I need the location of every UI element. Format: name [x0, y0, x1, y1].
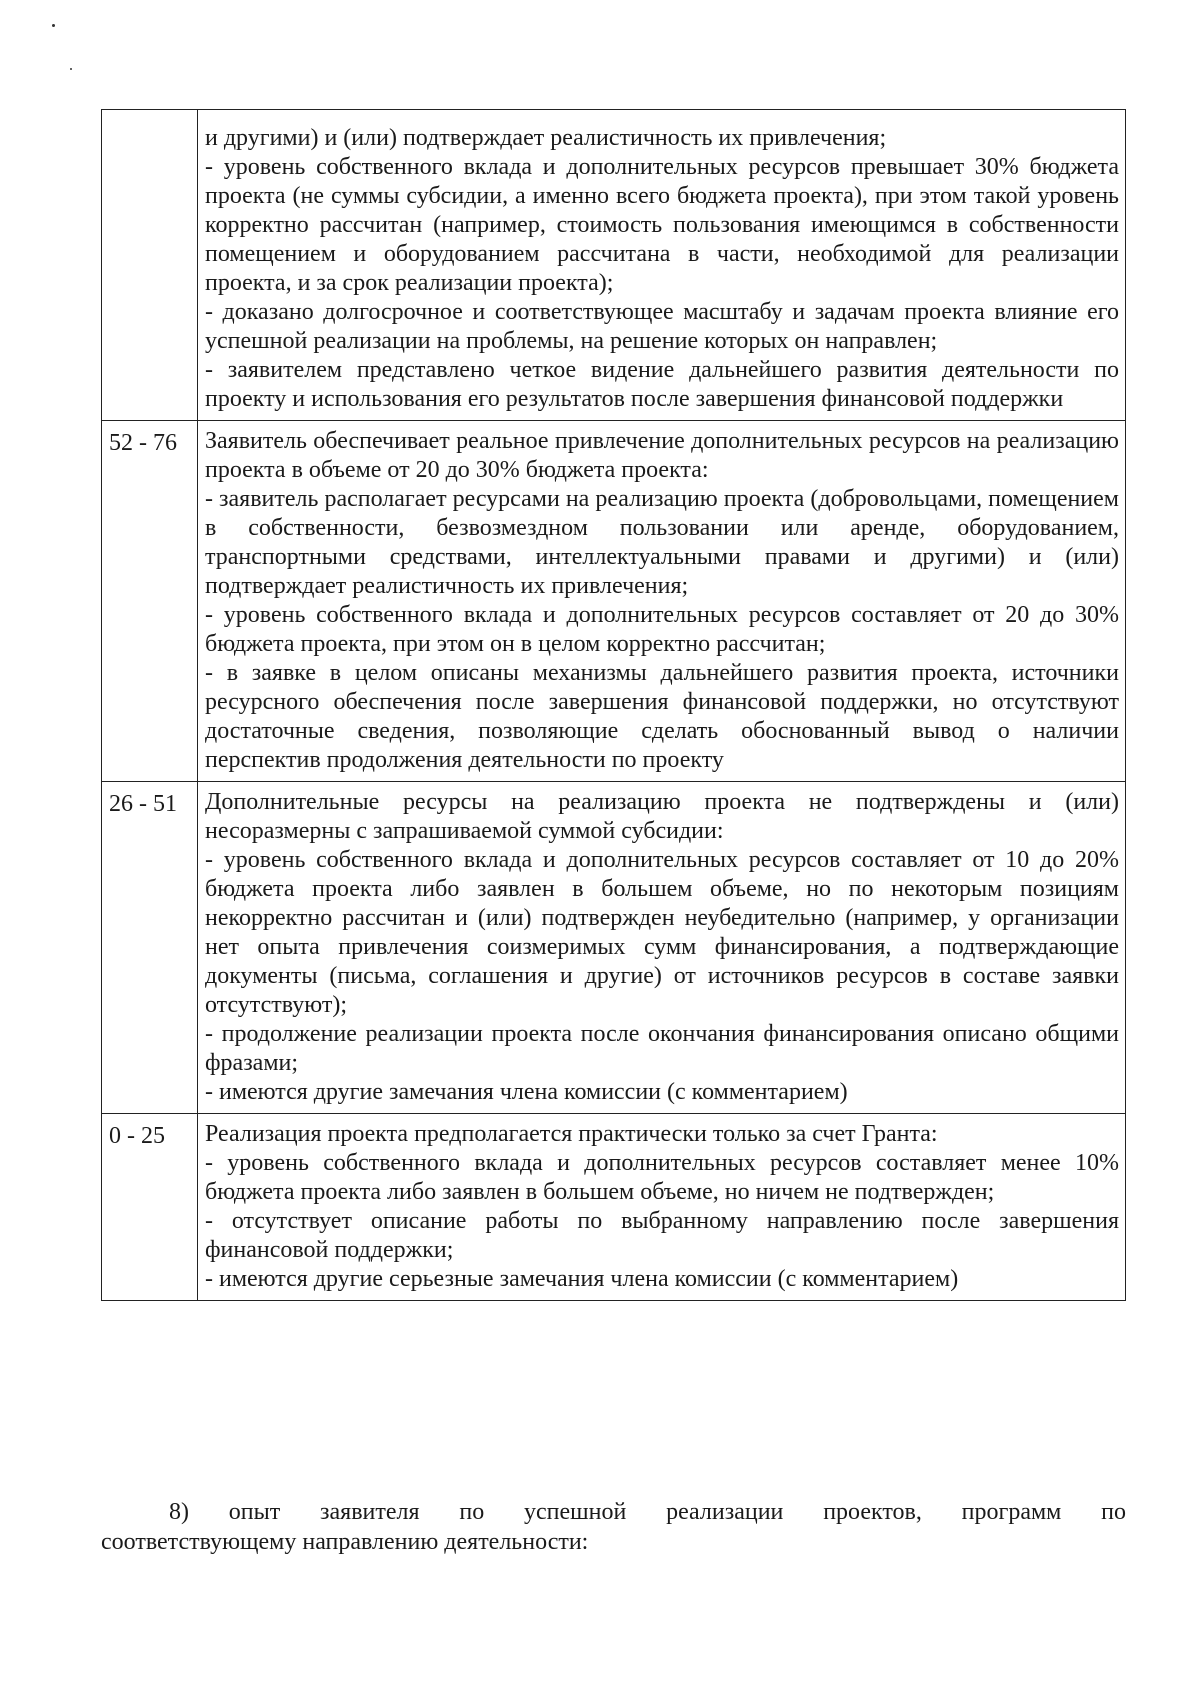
- criteria-line: - имеются другие замечания члена комиссии (с комментарием): [205, 1079, 848, 1105]
- criteria-table: [101, 109, 1126, 1301]
- table-row: [102, 110, 1126, 421]
- criteria-description-cell: [198, 421, 1126, 782]
- score-range-cell: 0 - 25: [102, 1114, 198, 1301]
- criteria-line: Дополнительные ресурсы на реализацию проекта не подтверждены и (или) несоразмерны с запрашиваемой суммой субсидии:: [205, 789, 1119, 844]
- table-row: [102, 1114, 1126, 1301]
- score-range-cell: 52 - 76: [102, 421, 198, 782]
- criteria-line: - имеются другие серьезные замечания члена комиссии (с комментарием): [205, 1266, 959, 1292]
- criteria-line: - заявитель располагает ресурсами на реализацию проекта (добровольцами, помещением в собственности, безвозмездном пользовании или аренде, оборудованием, транспортными средствами, интеллектуальными правами и другими) и (или) подтверждает реалистичность их привлечения;: [205, 486, 1119, 599]
- criteria-line: - уровень собственного вклада и дополнительных ресурсов составляет от 20 до 30% бюджета проекта, при этом он в целом корректно рассчитан;: [205, 602, 1119, 657]
- criteria-description-cell: [198, 110, 1126, 421]
- criteria-description-cell: [198, 782, 1126, 1114]
- paragraph-text: [101, 1497, 1126, 1557]
- criteria-line: - заявителем представлено четкое видение дальнейшего развития деятельности по проекту и использования его результатов после завершения финансовой поддержки: [205, 357, 1119, 412]
- criteria-line: - продолжение реализации проекта после окончания финансирования описано общими фразами;: [205, 1021, 1119, 1076]
- criteria-line: Реализация проекта предполагается практически только за счет Гранта:: [205, 1121, 938, 1147]
- score-range-cell: [102, 110, 198, 421]
- table-row: [102, 782, 1126, 1114]
- criteria-description-cell: [198, 1114, 1126, 1301]
- paragraph-tail: соответствующему направлению деятельности:: [101, 1529, 589, 1555]
- table-row: [102, 421, 1126, 782]
- criteria-line: - уровень собственного вклада и дополнительных ресурсов превышает 30% бюджета проекта (не суммы субсидии, а именно всего бюджета проекта), при этом такой уровень корректно рассчитан (например, стоимость пользования имеющимся в собственности помещением и оборудованием рассчитана в части, необходимой для реализации проекта, и за срок реализации проекта);: [205, 154, 1119, 296]
- paragraph-lead: 8) опыт заявителя по успешной реализации проектов, программ по: [169, 1499, 1126, 1525]
- criteria-line: Заявитель обеспечивает реальное привлечение дополнительных ресурсов на реализацию проекта в объеме от 20 до 30% бюджета проекта:: [205, 428, 1119, 483]
- next-criterion-paragraph: [101, 1497, 1126, 1557]
- criteria-line: и другими) и (или) подтверждает реалистичность их привлечения;: [205, 125, 887, 151]
- scan-speck: [70, 68, 72, 70]
- criteria-line: - уровень собственного вклада и дополнительных ресурсов составляет менее 10% бюджета проекта либо заявлен в большем объеме, но ничем не подтвержден;: [205, 1150, 1119, 1205]
- criteria-line: - доказано долгосрочное и соответствующее масштабу и задачам проекта влияние его успешной реализации на проблемы, на решение которых он направлен;: [205, 299, 1119, 354]
- criteria-line: - отсутствует описание работы по выбранному направлению после завершения финансовой поддержки;: [205, 1208, 1119, 1263]
- criteria-line: - уровень собственного вклада и дополнительных ресурсов составляет от 10 до 20% бюджета проекта либо заявлен в большем объеме, но по некоторым позициям некорректно рассчитан и (или) подтвержден неубедительно (например, у организации нет опыта привлечения соизмеримых сумм финансирования, а подтверждающие документы (письма, соглашения и другие) от источников ресурсов в составе заявки отсутствуют);: [205, 847, 1119, 1018]
- score-range-cell: 26 - 51: [102, 782, 198, 1114]
- scan-speck: [52, 24, 55, 27]
- criteria-line: - в заявке в целом описаны механизмы дальнейшего развития проекта, источники ресурсного обеспечения после завершения финансовой поддержки, но отсутствуют достаточные сведения, позволяющие сделать обоснованный вывод о наличии перспектив продолжения деятельности по проекту: [205, 660, 1119, 773]
